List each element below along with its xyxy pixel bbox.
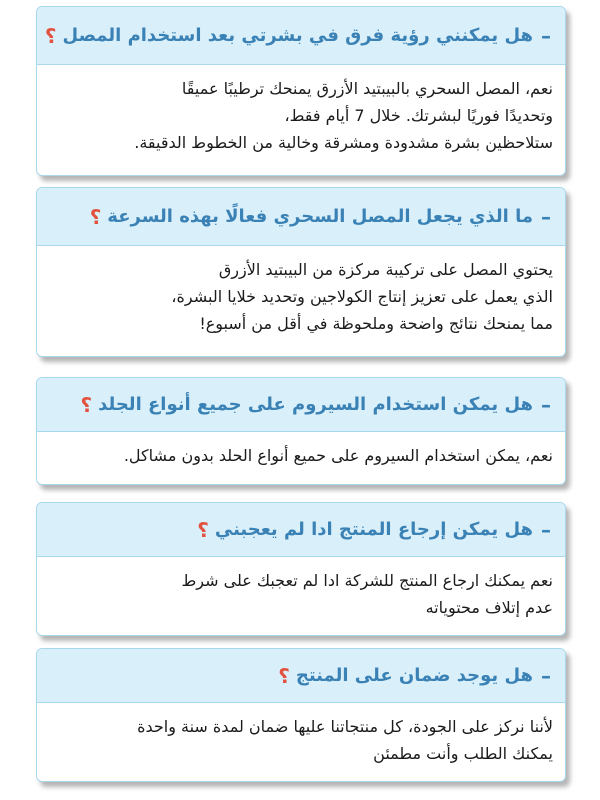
answer-line: نعم، يمكن استخدام السيروم على حميع أنواع الحلد بدون مشاكل. <box>123 446 553 465</box>
faq-card-1 <box>36 6 566 176</box>
faq-answer-5 <box>37 703 565 767</box>
faq-question-5: هل يوجد ضمان على المنتج <box>295 665 533 686</box>
answer-line: لأننا نركز على الجودة، كل منتجاتنا عليها ضمان لمدة سنة واحدة <box>137 717 553 736</box>
dash-icon: – <box>541 204 551 229</box>
question-mark-icon: ؟ <box>44 23 57 48</box>
faq-answer-1 <box>37 65 565 156</box>
faq-question-header-1[interactable] <box>37 7 565 65</box>
answer-line: يحتوي المصل على تركيبة مركزة من البيبتيد الأزرق <box>218 260 553 279</box>
dash-icon: – <box>541 392 551 417</box>
answer-line: نعم يمكنك ارجاع المنتج للشركة ادا لم تعجبك على شرط <box>181 571 553 590</box>
question-mark-icon: ؟ <box>80 392 93 417</box>
answer-line: نعم، المصل السحري بالبيبتيد الأزرق يمنحك ترطيبًا عميقًا <box>181 79 553 98</box>
faq-question-3: هل يمكن استخدام السيروم على جميع أنواع الجلد <box>98 394 533 415</box>
answer-line: وتحديدًا فوريًا لبشرتك. خلال 7 أيام فقط، <box>284 106 553 125</box>
faq-question-header-5[interactable] <box>37 649 565 703</box>
faq-question-header-4[interactable] <box>37 503 565 557</box>
dash-icon: – <box>541 517 551 542</box>
faq-card-2 <box>36 187 566 357</box>
question-mark-icon: ؟ <box>89 204 102 229</box>
answer-line: عدم إتلاف محتوياته <box>425 598 553 617</box>
question-mark-icon: ؟ <box>197 517 209 542</box>
faq-card-5 <box>36 648 566 782</box>
faq-question-header-2[interactable] <box>37 188 565 246</box>
faq-card-3 <box>36 377 566 485</box>
faq-answer-4 <box>37 557 565 621</box>
faq-question-header-3[interactable] <box>37 378 565 432</box>
dash-icon: – <box>541 23 551 48</box>
faq-question-4: هل يمكن إرجاع المنتج ادا لم يعجبني <box>214 519 533 540</box>
answer-line: الذي يعمل على تعزيز إنتاج الكولاجين وتحديد خلايا البشرة، <box>171 287 553 306</box>
faq-card-4 <box>36 502 566 636</box>
answer-line: يمكنك الطلب وأنت مطمئن <box>373 744 553 763</box>
faq-question-2: ما الذي يجعل المصل السحري فعالًا بهذه السرعة <box>107 206 533 227</box>
faq-question-1: هل يمكنني رؤية فرق في بشرتي بعد استخدام المصل <box>62 25 533 46</box>
answer-line: مما يمنحك نتائج واضحة وملحوظة في أقل من أسبوع! <box>199 314 553 333</box>
dash-icon: – <box>541 663 551 688</box>
faq-answer-3 <box>37 432 565 469</box>
answer-line: ستلاحظين بشرة مشدودة ومشرقة وخالية من الخطوط الدقيقة. <box>134 133 553 152</box>
faq-answer-2 <box>37 246 565 337</box>
question-mark-icon: ؟ <box>278 663 290 688</box>
